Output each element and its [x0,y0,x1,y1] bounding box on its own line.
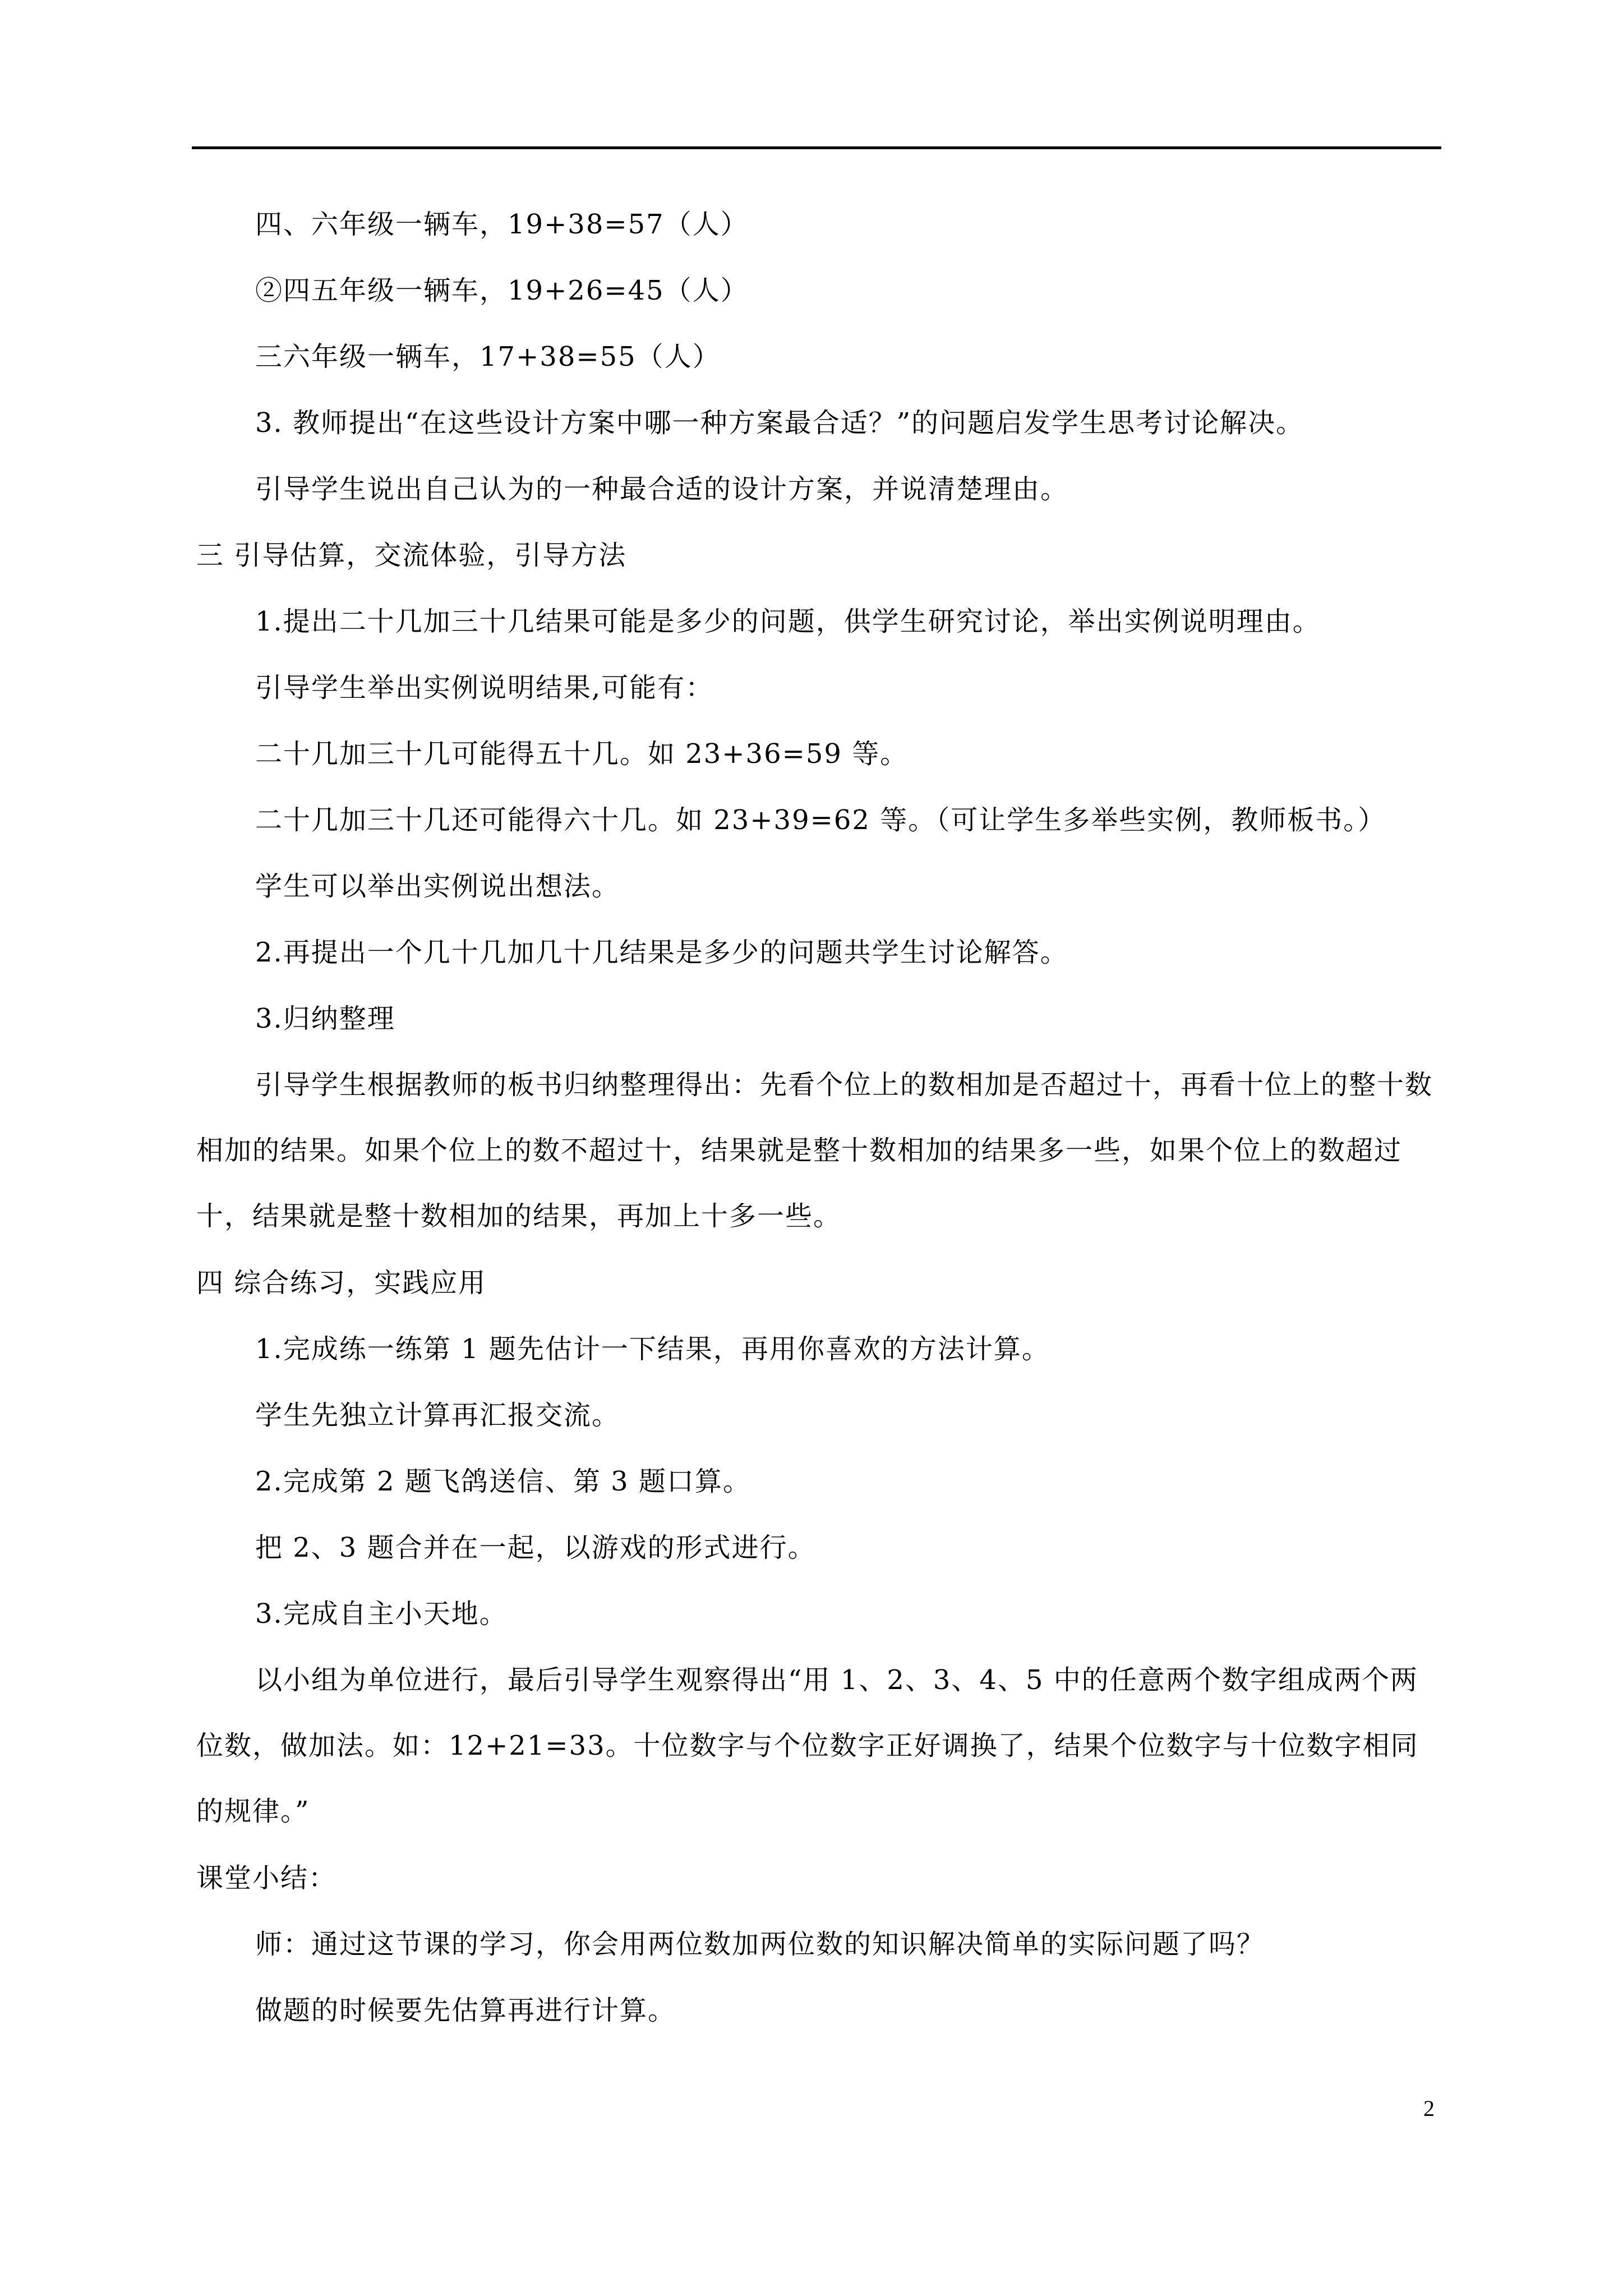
paragraph-guide-examples: 引导学生举出实例说明结果,可能有： [255,672,714,703]
paragraph-second-question: 2.再提出一个几十几加几十几结果是多少的问题共学生讨论解答。 [255,937,1068,968]
paragraph-grade-four-five-car: ②四五年级一辆车，19+26=45（人） [255,275,749,306]
paragraph-summary-rule: 引导学生根据教师的板书归纳整理得出：先看个位上的数相加是否超过十，再看十位上的整十数相加的结果。如果个位上的数不超过十，结果就是整十数相加的结果多一些，如果个位上的数超过十，结果就是整十数相加的结果，再加上十多一些。 [196,1069,1433,1232]
paragraph-guide-best-plan: 引导学生说出自己认为的一种最合适的设计方案，并说清楚理由。 [255,473,1069,505]
paragraph-student-ideas: 学生可以举出实例说出想法。 [255,871,620,902]
paragraph-practice-one: 1.完成练一练第 1 题先估计一下结果，再用你喜欢的方法计算。 [255,1333,1050,1365]
paragraph-game-format: 把 2、3 题合并在一起，以游戏的形式进行。 [255,1532,816,1563]
page-number: 2 [1423,2096,1435,2121]
section-heading-estimation: 三 引导估算，交流体验，引导方法 [196,540,627,571]
paragraph-grade-four-six-car: 四、六年级一辆车，19+38=57（人） [255,209,749,240]
paragraph-group-rule: 以小组为单位进行，最后引导学生观察得出“用 1、2、3、4、5 中的任意两个数字组成两个两位数，做加法。如：12+21=33。十位数字与个位数字正好调换了，结果个位数字与十位数字相同的规律。” [196,1664,1419,1827]
paragraph-example-fifties: 二十几加三十几可能得五十几。如 23+36=59 等。 [255,738,909,770]
paragraph-independent-calc: 学生先独立计算再汇报交流。 [255,1400,620,1431]
document-body [196,206,1438,2059]
section-heading-summary: 课堂小结： [196,1862,337,1894]
paragraph-estimation-question: 1.提出二十几加三十几结果可能是多少的问题，供学生研究讨论，举出实例说明理由。 [255,606,1321,637]
paragraph-summarize-heading: 3.归纳整理 [255,1003,395,1034]
paragraph-practice-three: 3.完成自主小天地。 [255,1598,508,1630]
paragraph-practice-two: 2.完成第 2 题飞鸽送信、第 3 题口算。 [255,1466,751,1497]
section-heading-practice: 四 综合练习，实践应用 [196,1267,487,1299]
header-rule [192,146,1441,149]
paragraph-teacher-question: 3. 教师提出“在这些设计方案中哪一种方案最合适？”的问题启发学生思考讨论解决。 [255,407,1304,439]
paragraph-teacher-summary: 师：通过这节课的学习，你会用两位数加两位数的知识解决简单的实际问题了吗？ [255,1929,1265,1960]
paragraph-grade-three-six-car: 三六年级一辆车，17+38=55（人） [255,341,721,372]
paragraph-example-sixties: 二十几加三十几还可能得六十几。如 23+39=62 等。（可让学生多举些实例，教师板书。） [255,804,1386,836]
paragraph-estimate-first: 做题的时候要先估算再进行计算。 [255,1995,676,2026]
